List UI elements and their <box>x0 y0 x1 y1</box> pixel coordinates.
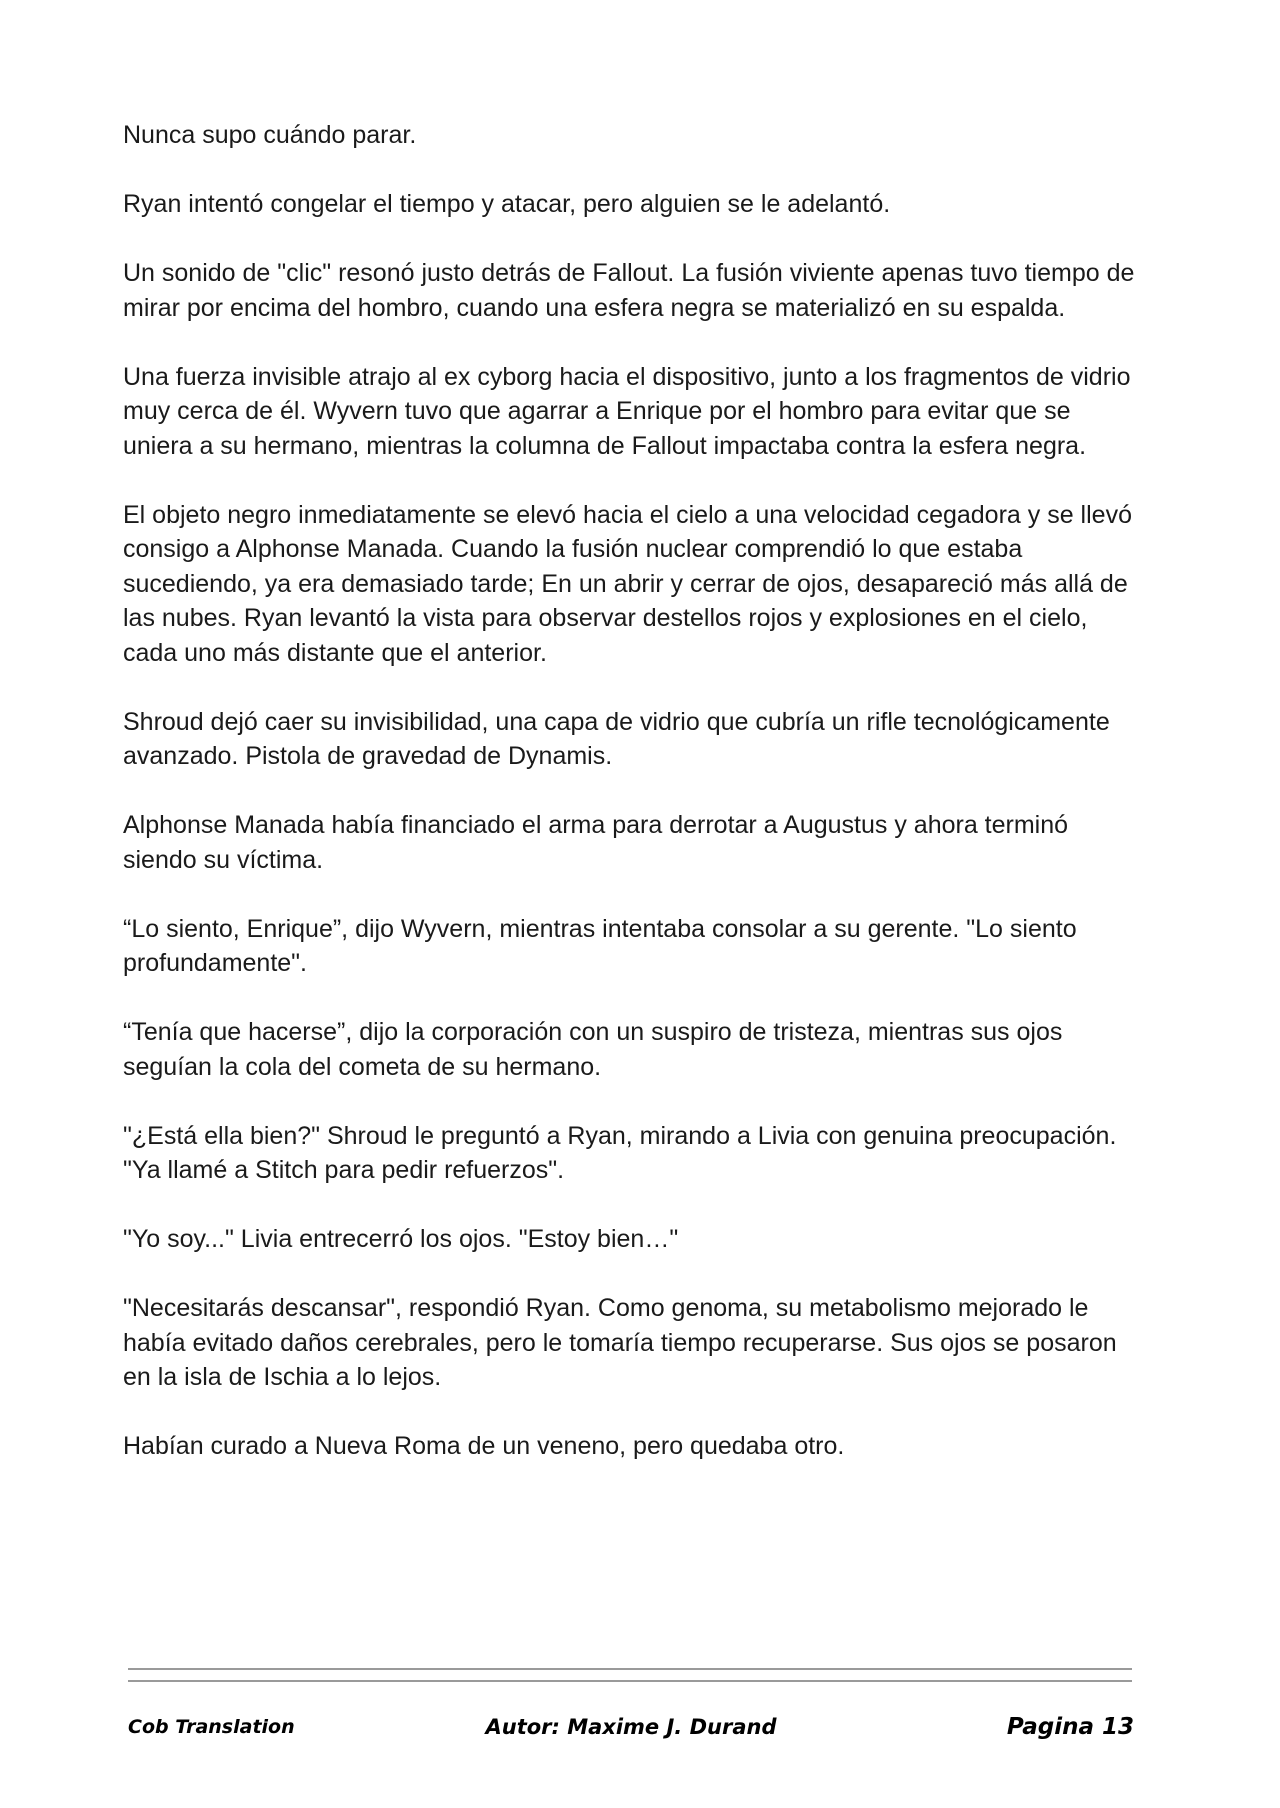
paragraph: El objeto negro inmediatamente se elevó hacia el cielo a una velocidad cegadora y se llevó consigo a Alphonse Manada. Cuando la fusión nuclear comprendió lo que estaba sucediendo, ya era demasiado tarde; En un abrir y cerrar de ojos, desapareció más allá de las nubes. Ryan levantó la vista para observar destellos rojos y explosiones en el cielo, cada uno más distante que el anterior. <box>123 500 1132 667</box>
paragraph: "Yo soy..." Livia entrecerró los ojos. "Estoy bien…" <box>123 1225 679 1253</box>
paragraph: “Tenía que hacerse”, dijo la corporación con un suspiro de tristeza, mientras sus ojos seguían la cola del cometa de su hermano. <box>123 1018 1063 1081</box>
footer-divider-top <box>128 1668 1132 1670</box>
paragraph: Habían curado a Nueva Roma de un veneno, pero quedaba otro. <box>123 1432 845 1460</box>
paragraph: Ryan intentó congelar el tiempo y atacar, pero alguien se le adelantó. <box>123 190 891 218</box>
paragraph: "Necesitarás descansar", respondió Ryan. Como genoma, su metabolismo mejorado le había evitado daños cerebrales, pero le tomaría tiempo recuperarse. Sus ojos se posaron en la isla de Ischia a lo lejos. <box>123 1294 1117 1391</box>
page-footer <box>128 1710 1134 1744</box>
paragraph: Nunca supo cuándo parar. <box>123 121 417 149</box>
footer-translator: Cob Translation <box>128 1716 295 1738</box>
footer-author: Autor: Maxime J. Durand <box>485 1715 777 1739</box>
paragraph: Un sonido de "clic" resonó justo detrás de Fallout. La fusión viviente apenas tuvo tiempo de mirar por encima del hombro, cuando una esfera negra se materializó en su espalda. <box>123 259 1135 322</box>
paragraph: "¿Está ella bien?" Shroud le preguntó a Ryan, mirando a Livia con genuina preocupación. "Ya llamé a Stitch para pedir refuerzos". <box>123 1121 1117 1184</box>
page-body <box>123 118 1143 1498</box>
paragraph: “Lo siento, Enrique”, dijo Wyvern, mientras intentaba consolar a su gerente. "Lo siento profundamente". <box>123 914 1077 977</box>
footer-divider-bottom <box>128 1680 1132 1682</box>
paragraph: Shroud dejó caer su invisibilidad, una capa de vidrio que cubría un rifle tecnológicamente avanzado. Pistola de gravedad de Dynamis. <box>123 707 1110 770</box>
footer-page-number: Pagina 13 <box>1006 1714 1134 1740</box>
paragraph: Una fuerza invisible atrajo al ex cyborg hacia el dispositivo, junto a los fragmentos de vidrio muy cerca de él. Wyvern tuvo que agarrar a Enrique por el hombro para evitar que se uniera a su hermano, mientras la columna de Fallout impactaba contra la esfera negra. <box>123 362 1131 460</box>
paragraph: Alphonse Manada había financiado el arma para derrotar a Augustus y ahora terminó siendo su víctima. <box>123 811 1069 874</box>
